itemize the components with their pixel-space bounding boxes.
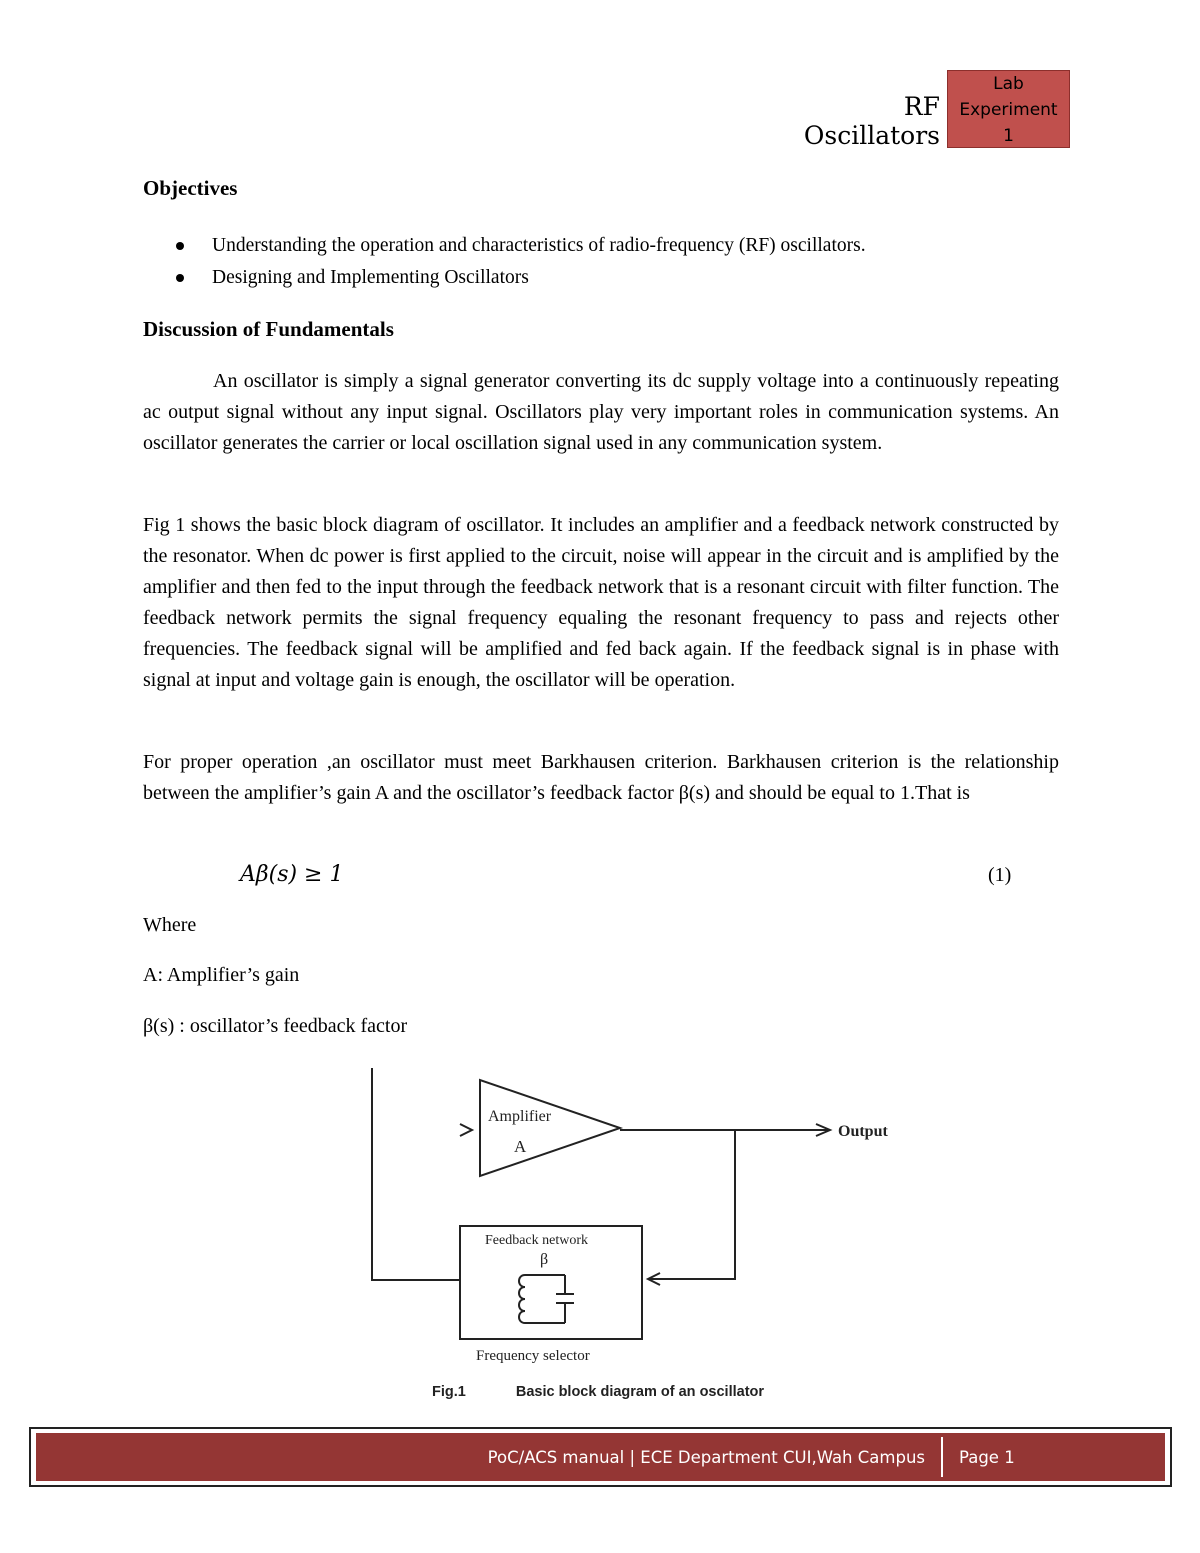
badge-line-1: Lab	[993, 74, 1024, 94]
objectives-list	[143, 230, 866, 294]
where-label: Where	[143, 914, 197, 936]
caption-text: Basic block diagram of an oscillator	[515, 1384, 765, 1400]
feedback-network-label: Feedback network	[485, 1233, 589, 1248]
footer-manual-info: PoC/ACS manual | ECE Department CUI,Wah Campus	[487, 1447, 925, 1467]
fundamentals-heading: Discussion of Fundamentals	[143, 317, 394, 341]
badge-line-2: Experiment	[959, 100, 1058, 120]
figure-caption	[432, 1384, 764, 1400]
input-arrowhead	[460, 1124, 472, 1136]
page-header-title: RF Oscillators	[803, 92, 940, 150]
amplifier-symbol: A	[514, 1137, 527, 1156]
paragraph-barkhausen: For proper operation ,an oscillator must meet Barkhausen criterion. Barkhausen criterion is the relationship between the amplifier’s gain A and the oscillator’s feedback factor β(s) and should be equal to 1.That is	[143, 751, 1059, 804]
feedback-output-wire	[372, 1130, 460, 1280]
paragraph-block-diagram: Fig 1 shows the basic block diagram of oscillator. It includes an amplifier and a feedback network constructed by the resonator. When dc power is first applied to the circuit, noise will appear in the circuit and is amplified by the amplifier and then fed to the input through the feedback network that is a resonant circuit with filter function. The feedback network permits the signal frequency equaling the resonant frequency to pass and rejects other frequencies. The feedback signal will be amplified and fed back again. If the feedback signal is in phase with signal at input and voltage gain is enough, the oscillator will be operation.	[143, 514, 1059, 691]
paragraph-intro: An oscillator is simply a signal generator converting its dc supply voltage into a continuously repeating ac output signal without any input signal. Oscillators play very important roles in communication systems. An oscillator generates the carrier or local oscillation signal used in any communication system.	[143, 370, 1059, 454]
resonator-coil	[519, 1275, 545, 1323]
feedback-symbol: β	[540, 1251, 549, 1268]
objective-item: Designing and Implementing Oscillators	[143, 262, 866, 294]
caption-number: Fig.1	[432, 1384, 466, 1400]
footer-bar	[36, 1433, 1165, 1481]
definition-feedback-factor: β(s) : oscillator’s feedback factor	[143, 1015, 408, 1037]
oscillator-block-diagram	[360, 1068, 920, 1378]
output-label: Output	[838, 1123, 888, 1140]
footer-page-number: Page 1	[959, 1447, 1015, 1467]
frequency-selector-label: Frequency selector	[476, 1348, 590, 1364]
input-wire	[372, 1068, 478, 1130]
objectives-heading: Objectives	[143, 176, 238, 200]
objective-item: Understanding the operation and characteristics of radio-frequency (RF) oscillators.	[143, 230, 866, 262]
amplifier-label: Amplifier	[488, 1108, 552, 1125]
equation-number: (1)	[988, 864, 1012, 886]
badge-line-3: 1	[1003, 126, 1014, 146]
amplifier-triangle	[480, 1080, 620, 1176]
equation-barkhausen: Aβ(s) ≥ 1	[240, 862, 344, 887]
lab-experiment-badge	[947, 70, 1070, 148]
page-footer	[29, 1427, 1172, 1487]
definition-amplifier-gain: A: Amplifier’s gain	[143, 964, 300, 986]
feedback-return-wire	[650, 1130, 735, 1279]
